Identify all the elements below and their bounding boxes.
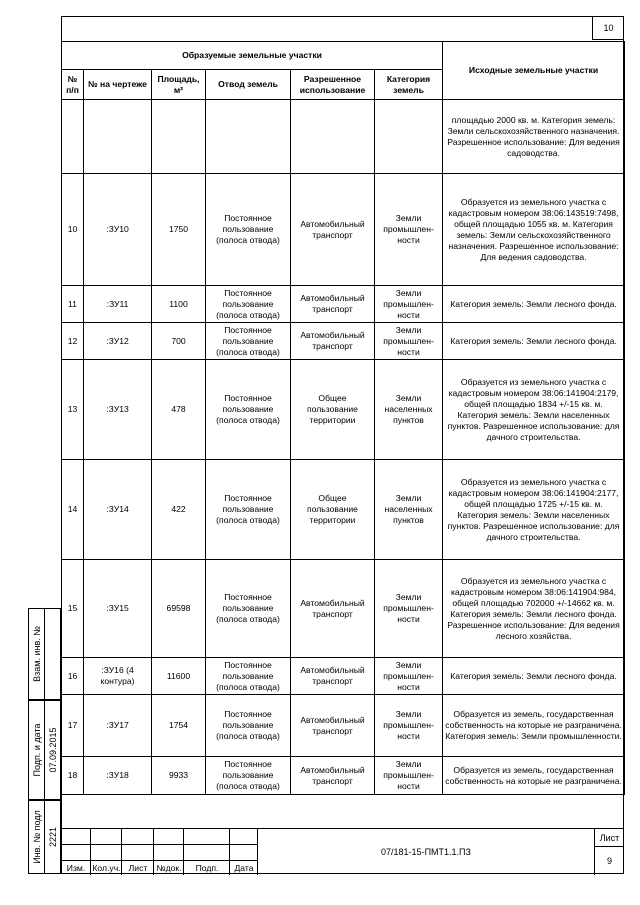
cell-drawing: :ЗУ14 <box>84 460 152 560</box>
cell-drawing: :ЗУ10 <box>84 174 152 286</box>
hdr-list: Лист <box>128 862 148 873</box>
cell-num: 16 <box>62 658 84 695</box>
cell-use: Автомобильный транспорт <box>291 286 375 323</box>
table-row <box>62 100 625 174</box>
cell-use: Общее пользование территории <box>291 360 375 460</box>
sheet-label: Лист <box>594 829 624 847</box>
cell-num <box>62 100 84 174</box>
land-plots-table <box>61 41 625 795</box>
cell-area: 1100 <box>152 286 206 323</box>
cell-use <box>291 100 375 174</box>
table-row <box>62 323 625 360</box>
doc-code: 07/181-15-ПМТ1.1.ПЗ <box>381 847 471 857</box>
hdr-koluch: Кол.уч. <box>92 862 121 873</box>
cell-area: 1750 <box>152 174 206 286</box>
cell-source: Категория земель: Земли лесного фонда. <box>443 323 625 360</box>
table-row <box>62 695 625 757</box>
col-area: Площадь, м² <box>152 70 206 100</box>
cell-allot: Постоянное пользование (полоса отвода) <box>206 560 291 658</box>
table-row <box>62 757 625 795</box>
cell-num: 12 <box>62 323 84 360</box>
hdr-ndok: №док. <box>156 862 182 873</box>
side-stamp-vzam <box>28 608 61 700</box>
cell-num: 10 <box>62 174 84 286</box>
cell-drawing: :ЗУ17 <box>84 695 152 757</box>
col-allot: Отвод земель <box>206 70 291 100</box>
side-stamp-inv <box>28 800 61 874</box>
cell-cat: Земли промышлен-ности <box>375 560 443 658</box>
cell-source: Образуется из земельного участка с кадастровым номером 38:06:143519:7498, общей площадью 1055 кв. м. Категория земель: Земли сельскохозяйственного назначения. Разрешенное использование: Для ведения садоводства. <box>443 174 625 286</box>
cell-num: 14 <box>62 460 84 560</box>
table-row <box>62 460 625 560</box>
cell-area: 422 <box>152 460 206 560</box>
cell-source: Образуется из земельного участка с кадастровым номером 38:06:141904:2177, общей площадью 1725 +/-15 кв. м. Категория земель: Земли населенных пунктов. Разрешенное использование: для дачного строительства. <box>443 460 625 560</box>
cell-allot: Постоянное пользование (полоса отвода) <box>206 460 291 560</box>
cell-cat: Земли промышлен-ности <box>375 174 443 286</box>
inv-label: Инв. № подл <box>31 810 42 864</box>
cell-source: Категория земель: Земли лесного фонда. <box>443 286 625 323</box>
cell-allot: Постоянное пользование (полоса отвода) <box>206 286 291 323</box>
vzam-label: Взам. инв. № <box>31 626 42 682</box>
cell-drawing: :ЗУ13 <box>84 360 152 460</box>
cell-source: Образуется из земельного участка с кадастровым номером 38:06:141904:2179, общей площадью 1834 +/-15 кв. м. Категория земель: Земли населенных пунктов. Разрешенное использование: для дачного строительства. <box>443 360 625 460</box>
cell-area: 69598 <box>152 560 206 658</box>
cell-use: Автомобильный транспорт <box>291 695 375 757</box>
col-drawing: № на чертеже <box>84 70 152 100</box>
cell-area: 478 <box>152 360 206 460</box>
inv-value: 2221 <box>48 826 58 848</box>
cell-source: Образуется из земельного участка с кадастровым номером 38:06:141904:984, общей площадью 702000 +/-14662 кв. м. Категория земель: Земли лесного фонда. Разрешенное использование: Для ведения лесного хозяйства. <box>443 560 625 658</box>
cell-cat: Земли населенных пунктов <box>375 360 443 460</box>
source-header: Исходные земельные участки <box>443 42 625 100</box>
cell-drawing: :ЗУ15 <box>84 560 152 658</box>
page-number: 10 <box>592 16 624 40</box>
group-header: Образуемые земельные участки <box>62 42 443 70</box>
podp-label: Подп. и дата <box>31 723 42 777</box>
table-row <box>62 174 625 286</box>
cell-num: 17 <box>62 695 84 757</box>
cell-allot: Постоянное пользование (полоса отвода) <box>206 174 291 286</box>
cell-drawing <box>84 100 152 174</box>
cell-allot: Постоянное пользование (полоса отвода) <box>206 695 291 757</box>
cell-area: 9933 <box>152 757 206 795</box>
cell-allot: Постоянное пользование (полоса отвода) <box>206 360 291 460</box>
cell-drawing: :ЗУ16 (4 контура) <box>84 658 152 695</box>
cell-area <box>152 100 206 174</box>
cell-num: 15 <box>62 560 84 658</box>
hdr-podp: Подп. <box>195 862 219 873</box>
cell-area: 700 <box>152 323 206 360</box>
cell-drawing: :ЗУ11 <box>84 286 152 323</box>
cell-cat: Земли населенных пунктов <box>375 460 443 560</box>
table-row <box>62 658 625 695</box>
cell-use: Общее пользование территории <box>291 460 375 560</box>
cell-num: 18 <box>62 757 84 795</box>
cell-source: площадью 2000 кв. м. Категория земель: Земли сельскохозяйственного назначения. Разрешенное использование: Для ведения садоводства. <box>443 100 625 174</box>
cell-use: Автомобильный транспорт <box>291 658 375 695</box>
side-stamp-podp <box>28 700 61 800</box>
table-row <box>62 560 625 658</box>
cell-num: 13 <box>62 360 84 460</box>
cell-source: Образуется из земель, государственная собственность на которые не разграничена. <box>443 757 625 795</box>
cell-source: Категория земель: Земли лесного фонда. <box>443 658 625 695</box>
sheet-number: 9 <box>594 847 624 875</box>
cell-area: 1754 <box>152 695 206 757</box>
table-row <box>62 286 625 323</box>
cell-allot: Постоянное пользование (полоса отвода) <box>206 658 291 695</box>
cell-cat: Земли промышлен-ности <box>375 695 443 757</box>
cell-cat: Земли промышлен-ности <box>375 658 443 695</box>
cell-drawing: :ЗУ12 <box>84 323 152 360</box>
cell-num: 11 <box>62 286 84 323</box>
cell-cat: Земли промышлен-ности <box>375 757 443 795</box>
cell-cat: Земли промышлен-ности <box>375 323 443 360</box>
hdr-data: Дата <box>234 862 254 873</box>
cell-drawing: :ЗУ18 <box>84 757 152 795</box>
cell-area: 11600 <box>152 658 206 695</box>
table-row <box>62 360 625 460</box>
cell-use: Автомобильный транспорт <box>291 323 375 360</box>
col-num: № п/п <box>62 70 84 100</box>
cell-allot <box>206 100 291 174</box>
cell-allot: Постоянное пользование (полоса отвода) <box>206 323 291 360</box>
cell-use: Автомобильный транспорт <box>291 174 375 286</box>
cell-source: Образуется из земель, государственная собственность на которые не разграничена. Категория земель: Земли промышленности. <box>443 695 625 757</box>
cell-use: Автомобильный транспорт <box>291 560 375 658</box>
cell-cat <box>375 100 443 174</box>
title-block <box>61 828 624 874</box>
col-use: Разрешенное использование <box>291 70 375 100</box>
hdr-izm: Изм. <box>66 862 86 873</box>
podp-value: 07.09.2015 <box>48 727 58 773</box>
cell-use: Автомобильный транспорт <box>291 757 375 795</box>
cell-allot: Постоянное пользование (полоса отвода) <box>206 757 291 795</box>
cell-cat: Земли промышлен-ности <box>375 286 443 323</box>
col-cat: Категория земель <box>375 70 443 100</box>
